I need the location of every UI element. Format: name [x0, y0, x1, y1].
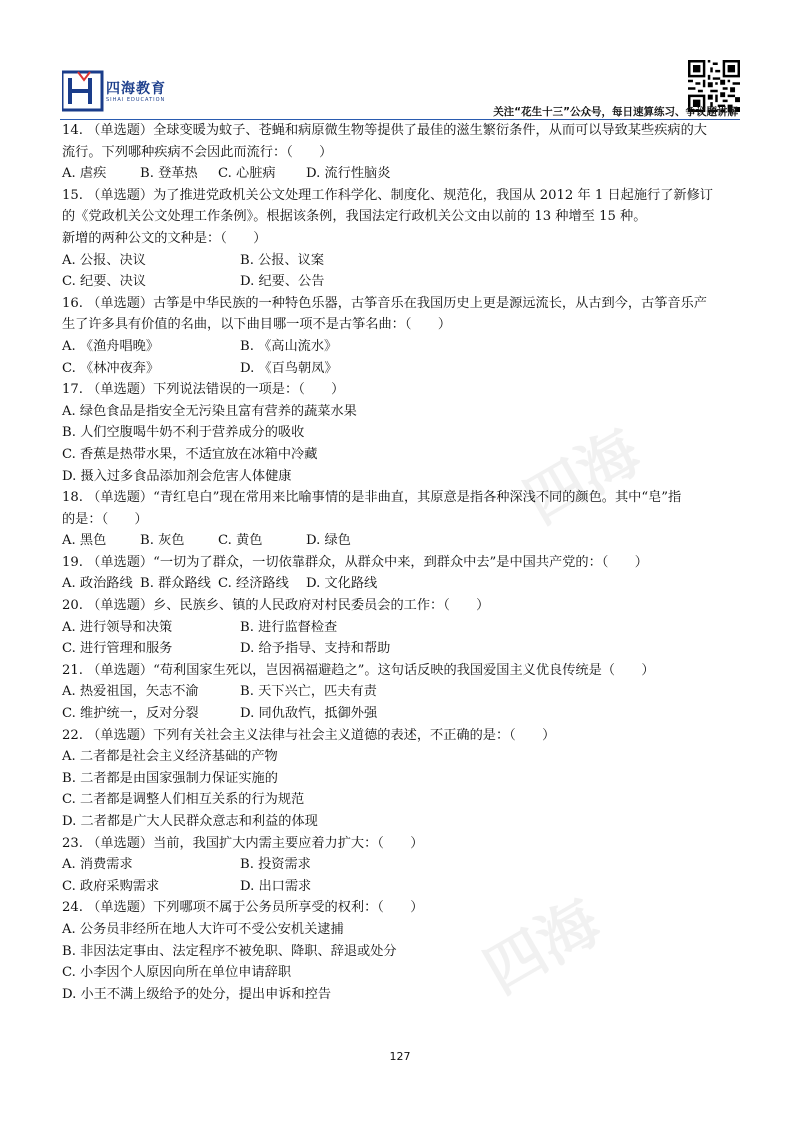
question-item — [62, 552, 742, 595]
answer-option[interactable]: A. 热爱祖国，矢志不渝 — [62, 684, 199, 700]
question-item — [62, 293, 742, 379]
answer-option[interactable]: C. 心脏病 — [218, 166, 276, 182]
answer-option[interactable]: B. 投资需求 — [240, 857, 311, 873]
answer-option[interactable]: A. 绿色食品是指安全无污染且富有营养的蔬菜水果 — [62, 403, 357, 419]
answer-option[interactable]: B. 非因法定事由、法定程序不被免职、降职、辞退或处分 — [62, 943, 397, 959]
question-item — [62, 120, 742, 185]
question-stem-line: 新增的两种公文的文种是：（ ） — [62, 230, 267, 246]
question-item — [62, 833, 742, 898]
answer-option[interactable]: D. 二者都是广大人民群众意志和利益的体现 — [62, 814, 318, 829]
option-row — [62, 422, 742, 444]
option-row — [62, 444, 742, 466]
answer-option[interactable]: D. 摄入过多食品添加剂会危害人体健康 — [62, 468, 292, 484]
answer-option[interactable]: D. 文化路线 — [306, 576, 378, 592]
question-item — [62, 379, 742, 487]
page-header — [0, 0, 800, 122]
answer-option[interactable]: D. 出口需求 — [240, 878, 312, 894]
answer-option[interactable]: B. 进行监督检查 — [240, 619, 338, 635]
answer-option[interactable]: D. 绿色 — [306, 533, 351, 549]
question-stem-line: 20. （单选题）乡、民族乡、镇的人民政府对村民委员会的工作：（ ） — [62, 598, 490, 614]
question-stem-line: 流行。下列哪种疾病不会因此而流行：（ ） — [62, 144, 333, 160]
answer-option[interactable]: C. 经济路线 — [218, 576, 289, 592]
question-item — [62, 185, 742, 293]
answer-option[interactable]: B. 群众路线 — [140, 576, 211, 592]
answer-option[interactable]: B. 灰色 — [140, 533, 185, 549]
option-row — [62, 681, 742, 703]
answer-option[interactable]: B. 人们空腹喝牛奶不利于营养成分的吸收 — [62, 425, 305, 441]
option-row — [62, 638, 742, 660]
answer-option[interactable]: B. 公报、议案 — [240, 252, 325, 268]
answer-option[interactable]: C. 小李因个人原因向所在单位申请辞职 — [62, 965, 292, 981]
question-stem-line: 14. （单选题）全球变暖为蚊子、苍蝇和病原微生物等提供了最佳的滋生繁衍条件，从而可以导致某些疾病的大 — [62, 123, 707, 138]
answer-option[interactable]: A. 消费需求 — [62, 857, 133, 873]
question-stem-line: 19. （单选题）“一切为了群众，一切依靠群众，从群众中来，到群众中去”是中国共产党的：（ ） — [62, 554, 648, 570]
answer-option[interactable]: B. 《高山流水》 — [240, 338, 338, 354]
answer-option[interactable]: C. 《林冲夜奔》 — [62, 360, 160, 376]
answer-option[interactable]: A. 虐疾 — [62, 166, 107, 182]
answer-option[interactable]: B. 登革热 — [140, 166, 198, 182]
answer-option[interactable]: D. 给予指导、支持和帮助 — [240, 641, 391, 657]
question-item — [62, 897, 742, 1005]
option-row — [62, 250, 742, 272]
answer-option[interactable]: D. 同仇敌忾，抵御外强 — [240, 706, 378, 722]
answer-option[interactable]: A. 政治路线 — [62, 576, 133, 592]
question-stem-line: 16. （单选题）古筝是中华民族的一种特色乐器，古筝音乐在我国历史上更是源远流长，从古到今，古筝音乐产 — [62, 295, 707, 311]
question-stem-line: 18. （单选题）“青红皂白”现在常用来比喻事情的是非曲直，其原意是指各种深浅不同的颜色。其中“皂”指 — [62, 490, 682, 506]
answer-option[interactable]: C. 维护统一，反对分裂 — [62, 706, 199, 722]
option-row — [62, 789, 742, 811]
option-row — [62, 962, 742, 984]
question-stem-line: 24. （单选题）下列哪项不属于公务员所享受的权利：（ ） — [62, 900, 424, 916]
answer-option[interactable]: C. 二者都是调整人们相互关系的行为规范 — [62, 792, 305, 808]
option-row — [62, 919, 742, 941]
option-row — [62, 617, 742, 639]
question-stem-line: 21. （单选题）“苟利国家生死以，岂因祸福避趋之”。这句话反映的我国爱国主义优良传统是（ ） — [62, 662, 655, 678]
answer-option[interactable]: D. 纪要、公告 — [240, 274, 325, 290]
question-stem-line: 17. （单选题）下列说法错误的一项是：（ ） — [62, 382, 345, 398]
option-row — [62, 854, 742, 876]
header-slogan: 关注“花生十三”公众号，每日速算练习、争议题讲解 — [493, 106, 738, 118]
answer-option[interactable]: C. 纪要、决议 — [62, 274, 146, 290]
question-item — [62, 487, 742, 552]
question-stem-line: 的是：（ ） — [62, 511, 148, 527]
answer-option[interactable]: C. 进行管理和服务 — [62, 641, 173, 657]
question-item — [62, 725, 742, 833]
option-row — [62, 466, 742, 488]
answer-option[interactable]: D. 小王不满上级给予的处分，提出申诉和控告 — [62, 986, 332, 1002]
question-stem-line: 22. （单选题）下列有关社会主义法律与社会主义道德的表述，不正确的是：（ ） — [62, 727, 556, 743]
answer-option[interactable]: A. 黑色 — [62, 533, 107, 549]
question-stem-line: 的《党政机关公文处理工作条例》。根据该条例，我国法定行政机关公文由以前的 13 种增至 15 种。 — [62, 209, 647, 225]
question-stem-line: 15. （单选题）为了推进党政机关公文处理工作科学化、制度化、规范化，我国从 2012 年 1 日起施行了新修订 — [62, 187, 713, 203]
option-row — [62, 336, 742, 358]
option-row — [62, 358, 742, 380]
option-row — [62, 768, 742, 790]
option-row — [62, 941, 742, 963]
answer-option[interactable]: A. 《渔舟唱晚》 — [62, 338, 160, 354]
answer-option[interactable]: D. 《百鸟朝凤》 — [240, 360, 338, 376]
option-row — [62, 530, 742, 552]
answer-option[interactable]: D. 流行性脑炎 — [306, 166, 391, 182]
question-list — [62, 120, 742, 1005]
question-item — [62, 660, 742, 725]
answer-option[interactable]: A. 公报、决议 — [62, 252, 146, 268]
watermark-logo: 四海 — [513, 417, 652, 538]
watermark-logo: 四海 — [473, 887, 612, 1008]
page-number: 127 — [389, 1050, 411, 1063]
answer-option[interactable]: C. 政府采购需求 — [62, 878, 160, 894]
option-row — [62, 984, 742, 1006]
option-row — [62, 163, 742, 185]
question-item — [62, 595, 742, 660]
option-row — [62, 811, 742, 833]
answer-option[interactable]: B. 二者都是由国家强制力保证实施的 — [62, 770, 278, 786]
answer-option[interactable]: B. 天下兴亡，匹夫有责 — [240, 684, 377, 700]
option-row — [62, 746, 742, 768]
option-row — [62, 401, 742, 423]
option-row — [62, 573, 742, 595]
answer-option[interactable]: C. 香蕉是热带水果，不适宜放在冰箱中冷藏 — [62, 446, 318, 462]
option-row — [62, 703, 742, 725]
answer-option[interactable]: A. 公务员非经所在地人大许可不受公安机关逮捕 — [62, 921, 344, 937]
question-stem-line: 23. （单选题）当前，我国扩大内需主要应着力扩大：（ ） — [62, 835, 424, 851]
logo-text: 四海教育 — [106, 81, 166, 97]
question-stem-line: 生了许多具有价值的名曲，以下曲目哪一项不是古筝名曲：（ ） — [62, 317, 452, 333]
logo-subtitle: SIHAI EDUCATION — [106, 97, 166, 103]
option-row — [62, 271, 742, 293]
answer-option[interactable]: A. 二者都是社会主义经济基础的产物 — [62, 749, 278, 765]
answer-option[interactable]: C. 黄色 — [218, 533, 263, 549]
option-row — [62, 876, 742, 898]
answer-option[interactable]: A. 进行领导和决策 — [62, 619, 173, 635]
